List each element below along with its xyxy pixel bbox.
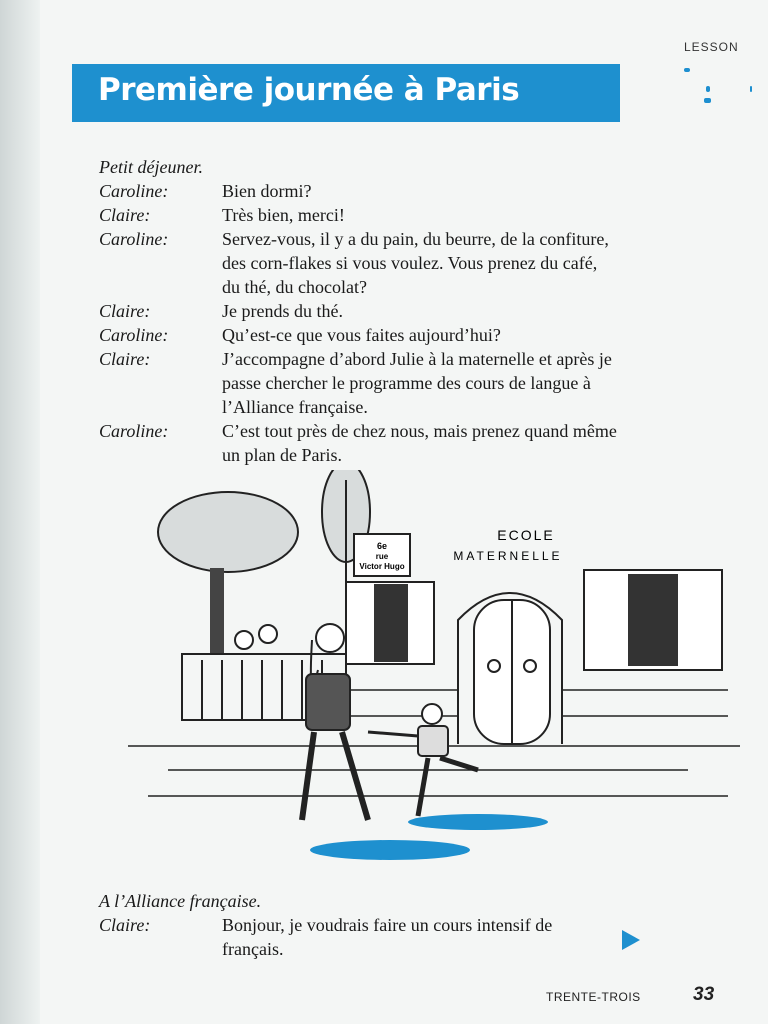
speaker-name: Caroline: [99, 325, 169, 345]
speech-text: C’est tout près de chez nous, mais prenez quand même un plan de Paris. [222, 421, 617, 465]
speaker-name: Claire: [99, 915, 151, 935]
tree-canopy [158, 492, 298, 572]
dialogue-line [99, 913, 639, 961]
speech-text: Très bien, merci! [222, 205, 345, 225]
continue-arrow-icon [622, 930, 640, 950]
dialogue-line [99, 179, 639, 203]
window-left-glass [374, 584, 408, 662]
scene-heading: A l’Alliance française. [99, 891, 262, 911]
dialogue-line [99, 227, 639, 299]
speaker-name: Caroline: [99, 181, 169, 201]
dialogue-line [99, 323, 639, 347]
school-sign-word2: MATERNELLE [453, 549, 563, 563]
school-sign-word1: ECOLE [497, 527, 555, 543]
speaker-name: Caroline: [99, 229, 169, 249]
speaker-name: Claire: [99, 349, 151, 369]
person-head [259, 625, 277, 643]
street-sign-rue: rue [375, 552, 389, 561]
street-scene-illustration [128, 470, 740, 870]
speaker-name: Claire: [99, 205, 151, 225]
window-right-glass [628, 574, 678, 666]
street-sign-name: Victor Hugo [359, 562, 405, 571]
page-binding-shadow [0, 0, 40, 1024]
dialogue-line [99, 299, 639, 323]
speech-text: Bien dormi? [222, 181, 312, 201]
speaker-name: Claire: [99, 301, 151, 321]
person-head [235, 631, 253, 649]
dialogue-line [99, 347, 639, 419]
speech-text: Servez-vous, il y a du pain, du beurre, de la confiture, des corn-flakes si vous voulez. Vous prenez du café, du thé, du chocolat? [222, 229, 609, 297]
lesson-tab-marks [680, 64, 760, 114]
child-shadow [408, 814, 548, 830]
page-number-words: TRENTE-TROIS [546, 990, 641, 1004]
page-number: 33 [693, 984, 715, 1005]
speech-text: J’accompagne d’abord Julie à la maternelle et après je passe chercher le programme des cours de langue à l’Alliance française. [222, 349, 612, 417]
page-title: Première journée à Paris [98, 72, 520, 108]
lesson-label: LESSON [684, 40, 739, 54]
speech-text: Qu’est-ce que vous faites aujourd’hui? [222, 325, 501, 345]
dialogue-alliance [99, 889, 639, 961]
woman-shadow [310, 840, 470, 860]
dialogue-line [99, 203, 639, 227]
dialogue-line [99, 419, 639, 467]
speech-text: Je prends du thé. [222, 301, 343, 321]
tree-trunk [210, 568, 224, 656]
speaker-name: Caroline: [99, 421, 169, 441]
scene-heading: Petit déjeuner. [99, 157, 203, 177]
street-sign-number: 6e [376, 541, 388, 551]
pavement-lines [148, 770, 728, 796]
speech-text: Bonjour, je voudrais faire un cours intensif de français. [222, 915, 553, 959]
dialogue-breakfast [99, 155, 639, 467]
